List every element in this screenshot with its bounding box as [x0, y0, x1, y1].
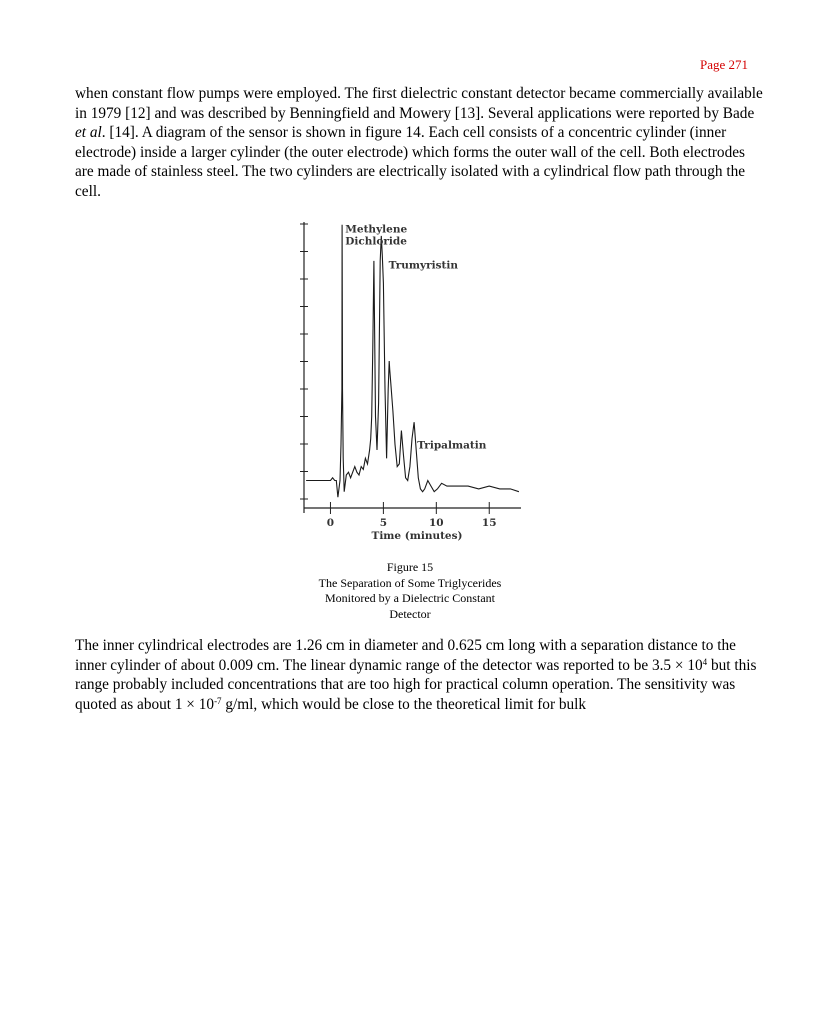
x-tick-label: 15	[481, 517, 497, 529]
exponent: -7	[214, 695, 222, 706]
annotation-methylene: Methylene	[345, 223, 408, 236]
chromatogram-figure	[296, 208, 526, 548]
figure-caption	[300, 560, 520, 622]
intro-paragraph	[75, 84, 765, 201]
caption-line: Detector	[389, 606, 431, 621]
caption-line: The Separation of Some Triglycerides	[318, 575, 502, 590]
et-al-italic: et al	[75, 124, 102, 141]
paragraph-text: when constant flow pumps were employed. The first dielectric constant detector became commercially available in 1979 [12] and was described by Benningfield and Mowery [13]. Several applications were reported by Bade	[75, 85, 763, 122]
x-tick-label: 5	[379, 517, 388, 529]
paragraph-text: . [14]. A diagram of the sensor is shown in figure 14. Each cell consists of a concentric cylinder (inner electrode) inside a larger cylinder (the outer electrode) which forms the outer wall of the cell. Both electrodes are made of stainless steel. The two cylinders are electrically isolated with a cylindrical flow path through the cell.	[75, 124, 746, 200]
paragraph-text: g/ml, which would be close to the theoretical limit for bulk	[221, 695, 587, 713]
paragraph-text: The inner cylindrical electrodes are 1.26 cm in diameter and 0.625 cm long with a separation distance to the inner cylinder of about 0.009 cm. The linear dynamic range of the detector was reported to be 3.5 × 10	[75, 637, 736, 674]
caption-number: Figure 15	[386, 560, 434, 574]
caption-line: Monitored by a Dielectric Constant	[325, 591, 495, 605]
annotation-trumyristin: Trumyristin	[388, 259, 459, 272]
page-number: Page 271	[699, 57, 748, 72]
annotation-tripalmatin: Tripalmatin	[417, 439, 487, 452]
annotation-dichloride: Dichloride	[345, 235, 407, 248]
exponent: 4	[702, 656, 708, 667]
x-tick-label: 0	[326, 517, 335, 529]
x-axis-label: Time (minutes)	[371, 530, 463, 542]
paragraph-text: but this range probably included concentrations that are too high for practical column operation. The sensitivity was quoted as about 1 × 10	[75, 656, 757, 713]
x-tick-label: 10	[429, 517, 444, 529]
x-axis-ticks	[327, 502, 497, 529]
electrode-paragraph	[75, 636, 765, 714]
